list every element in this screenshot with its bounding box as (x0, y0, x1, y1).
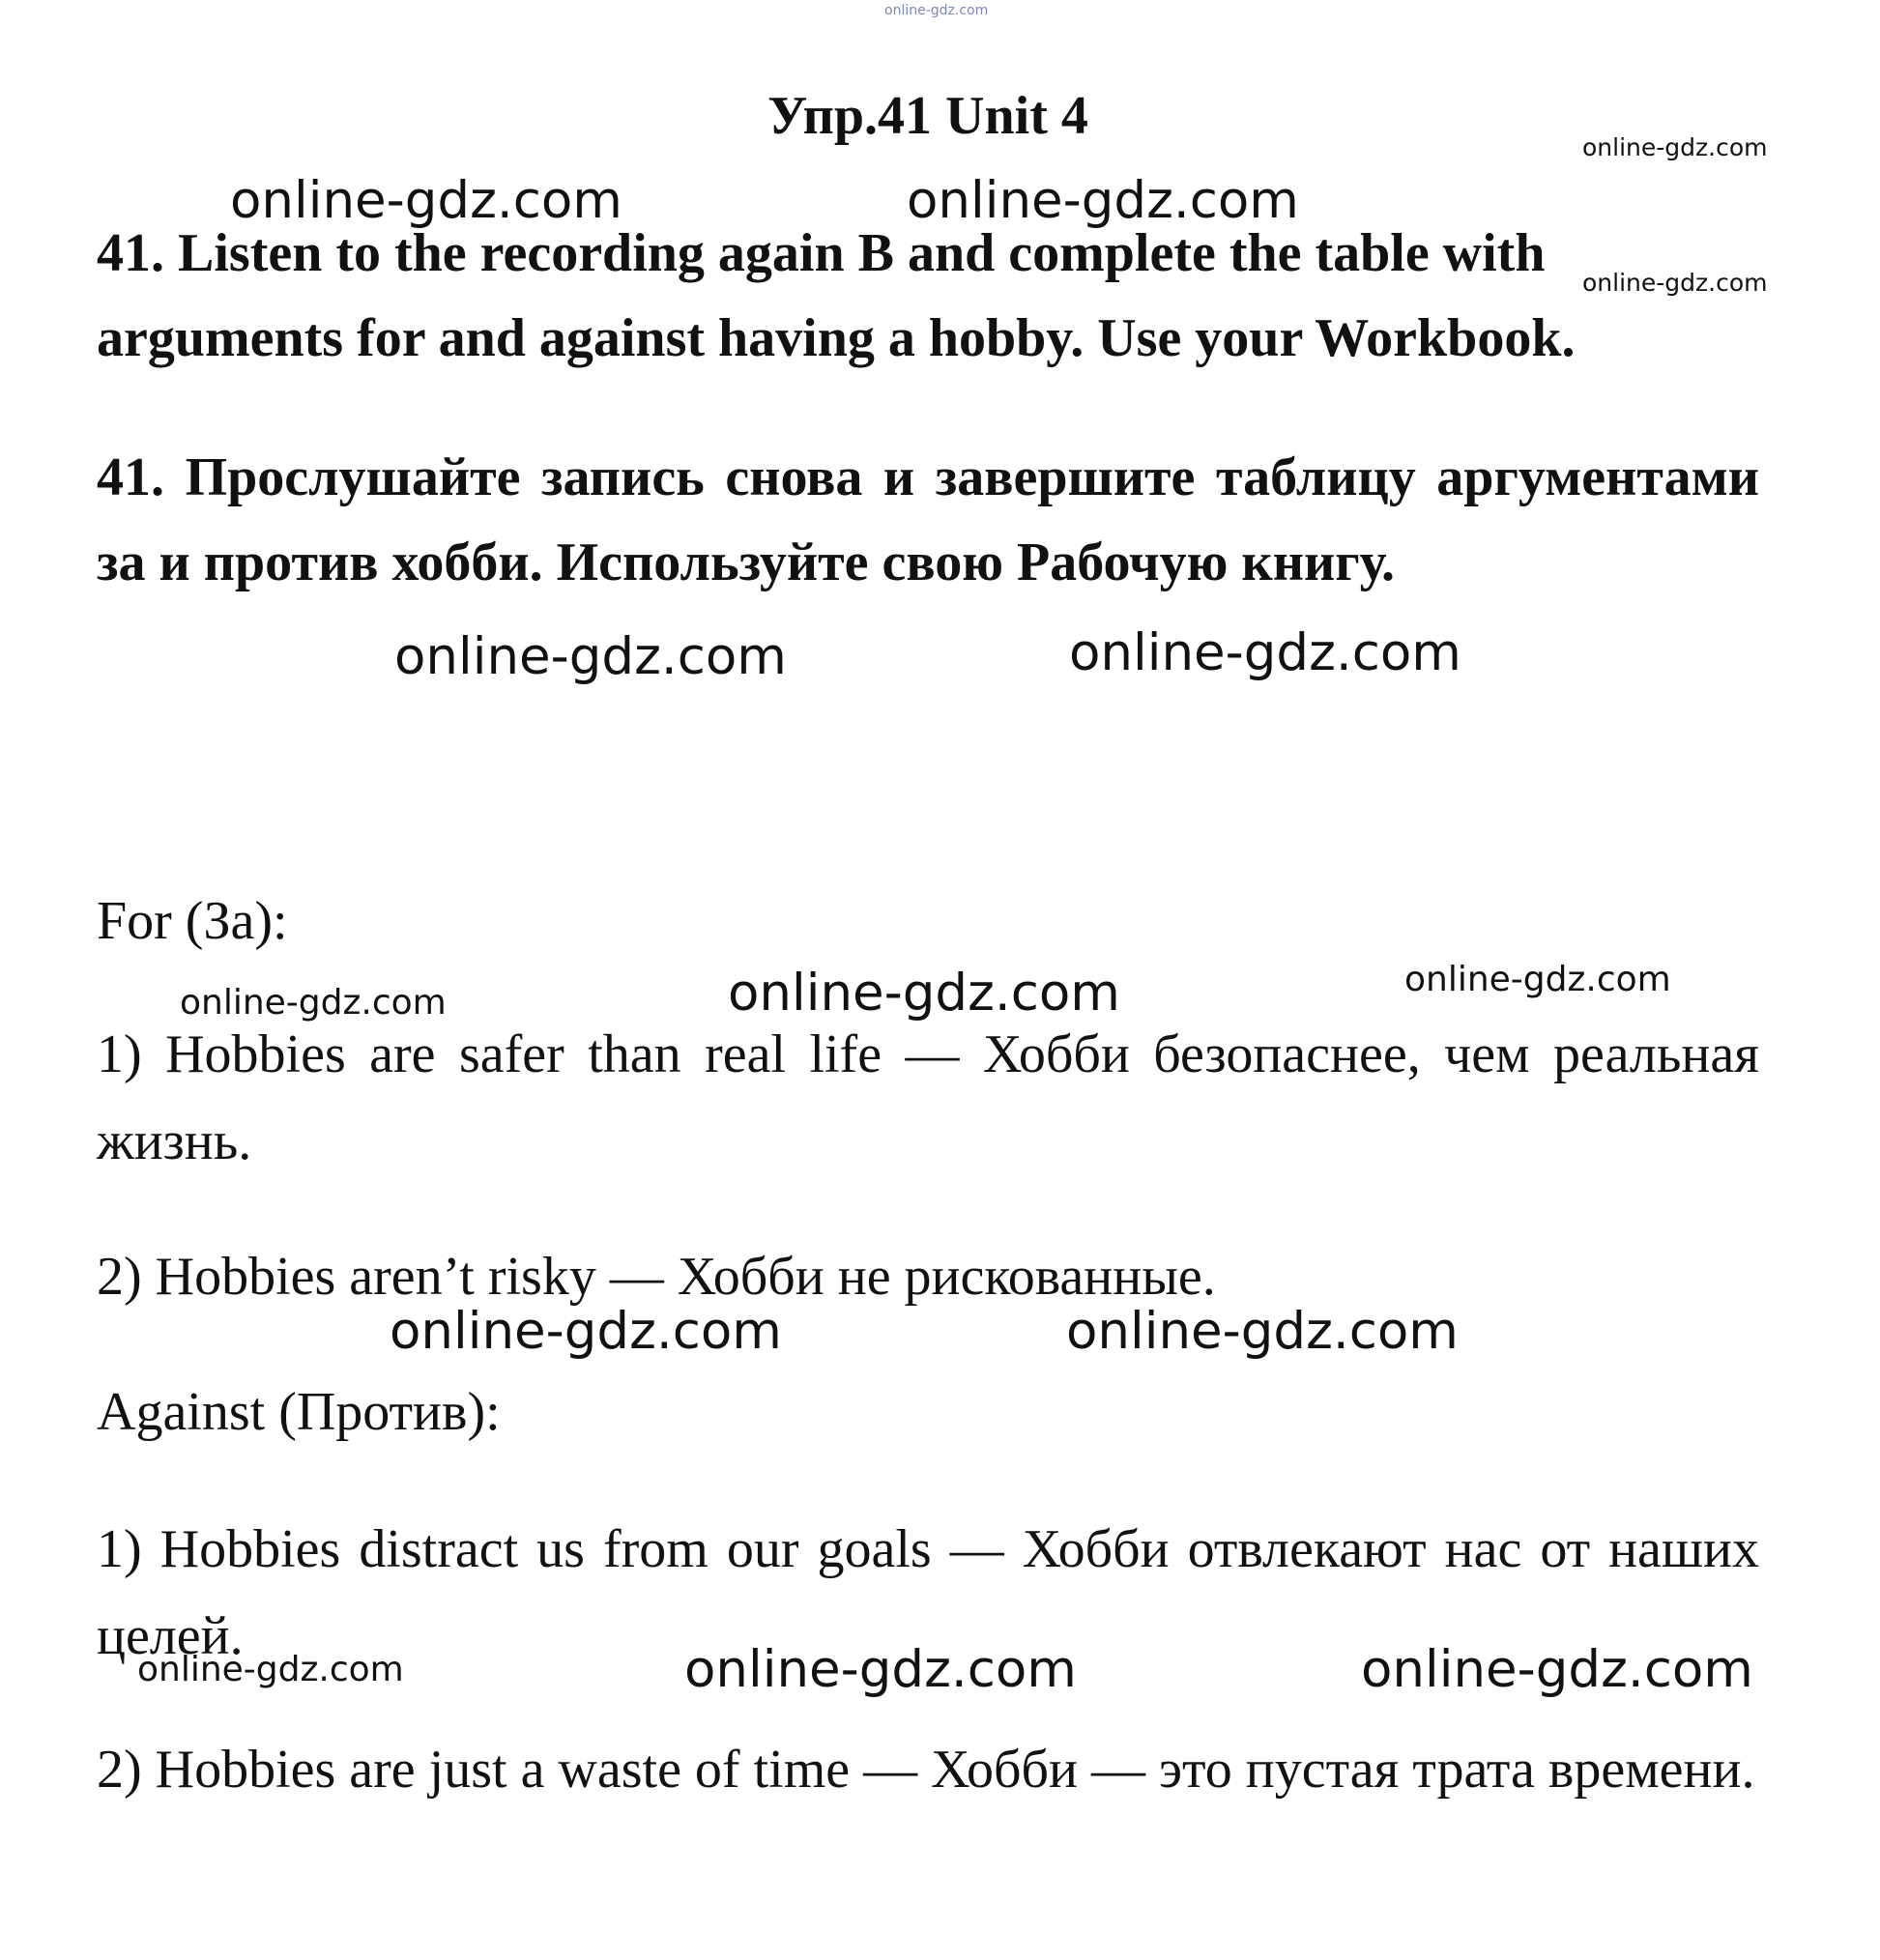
against-item-1: 1) Hobbies distract us from our goals — Хобби отвлекают нас от наших целей. (97, 1519, 1759, 1666)
for-item-2: 2) Hobbies aren’t risky — Хобби не рискованные. (97, 1247, 1216, 1307)
task-english: 41. Listen to the recording again B and complete the table with arguments for and against having a hobby. Use your Workbook. (97, 223, 1576, 368)
watermark: online-gdz.com (1361, 1640, 1753, 1699)
watermark: online-gdz.com (230, 171, 622, 230)
against-heading: Against (Против): (97, 1382, 501, 1442)
watermark: online-gdz.com (907, 171, 1299, 230)
page-title: Упр.41 Unit 4 (767, 86, 1088, 146)
watermark: online-gdz.com (180, 983, 447, 1023)
for-heading: For (За): (97, 891, 288, 951)
watermark: online-gdz.com (1582, 269, 1768, 297)
watermark: online-gdz.com (394, 627, 787, 686)
watermark: online-gdz.com (1582, 133, 1768, 161)
top-watermark: online-gdz.com (884, 3, 989, 18)
watermark: online-gdz.com (1404, 960, 1671, 999)
watermark: online-gdz.com (728, 964, 1120, 1023)
against-item-2: 2) Hobbies are just a waste of time — Хобби — это пустая трата времени. (97, 1740, 1755, 1800)
for-item-1: 1) Hobbies are safer than real life — Хобби безопаснее, чем реальная жизнь. (97, 1024, 1759, 1171)
watermark: online-gdz.com (390, 1302, 782, 1361)
task-russian: 41. Прослушайте запись снова и завершите таблицу аргументами за и против хобби. Используйте свою Рабочую книгу. (97, 447, 1759, 592)
watermark: online-gdz.com (1069, 623, 1461, 682)
watermark: online-gdz.com (1066, 1302, 1459, 1361)
watermark: online-gdz.com (137, 1650, 404, 1689)
watermark: online-gdz.com (684, 1640, 1077, 1699)
